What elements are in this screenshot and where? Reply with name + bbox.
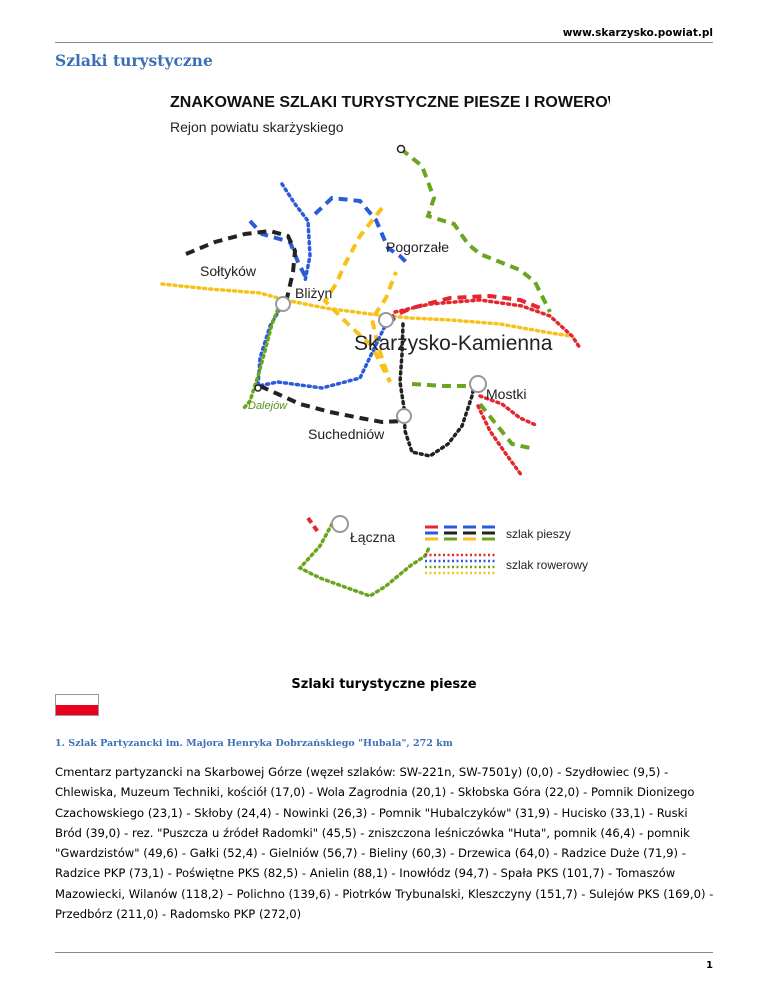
trail-map-graphic bbox=[150, 86, 610, 606]
town-marker-blizyn bbox=[276, 297, 290, 311]
trail-marker-flag bbox=[55, 694, 99, 716]
legend-cycling-swatch bbox=[425, 555, 495, 573]
legend-walking-label: szlak pieszy bbox=[506, 527, 571, 541]
legend-cycling-label: szlak rowerowy bbox=[506, 558, 589, 572]
header-divider bbox=[55, 42, 713, 43]
node-marker-north bbox=[398, 146, 405, 153]
label-suchedniow: Suchedniów bbox=[308, 426, 385, 442]
map-subtitle: Rejon powiatu skarżyskiego bbox=[170, 119, 344, 135]
label-mostki: Mostki bbox=[486, 386, 527, 402]
town-marker-suchedniow bbox=[397, 409, 411, 423]
header-url: www.skarzysko.powiat.pl bbox=[562, 27, 713, 39]
trail-title: 1. Szlak Partyzancki im. Majora Henryka Dobrzańskiego "Hubala", 272 km bbox=[55, 738, 453, 749]
yellow-cycling-route bbox=[162, 284, 570, 336]
label-pogorzale: Pogorzałe bbox=[386, 239, 450, 255]
page-title: Szlaki turystyczne bbox=[55, 51, 213, 70]
town-marker-laczna bbox=[332, 516, 348, 532]
blue-cycling-route-north bbox=[282, 184, 310, 281]
green-walking-route-mostki bbox=[412, 384, 476, 386]
yellow-walking-route bbox=[325, 208, 396, 382]
map-title: ZNAKOWANE SZLAKI TURYSTYCZNE PIESZE I ROWEROWE bbox=[170, 94, 610, 111]
footer-divider bbox=[55, 952, 713, 953]
green-walking-route-north bbox=[401, 149, 550, 312]
blue-walking-route-north bbox=[250, 221, 305, 276]
section-heading: Szlaki turystyczne piesze bbox=[291, 676, 477, 692]
label-laczna: Łączna bbox=[350, 529, 396, 545]
red-walking-route-laczna bbox=[308, 518, 318, 532]
node-marker-dalejow bbox=[255, 385, 261, 391]
label-soltykow: Sołtyków bbox=[200, 263, 257, 279]
label-skarzysko: Skarżysko-Kamienna bbox=[354, 332, 553, 355]
town-marker-mostki bbox=[470, 376, 486, 392]
town-marker-skarzysko bbox=[379, 313, 393, 327]
green-walking-route-southeast bbox=[480, 404, 530, 448]
trail-map bbox=[150, 86, 610, 606]
label-dalejow: Dalejów bbox=[248, 400, 288, 412]
label-blizyn: Bliżyn bbox=[295, 285, 333, 301]
trail-description: Cmentarz partyzancki na Skarbowej Górze (węzeł szlaków: SW-221n, SW-7501y) (0,0) - Szydłowiec (9,5) - Chlewiska, Muzeum Techniki, kościół (17,0) - Wola Zagrodnia (20,1) - Skłobska Góra (22,0) - Pomnik Dionizego Czachowskiego (23,1) - Skłoby (24,4) - Nowinki (26,3) - Pomnik "Hubalczyków" (31,9) - Hucisko (33,1) - Ruski Bród (39,0) - rez. "Puszcza u źródeł Radomki" (45,5) - zniszczona leśniczówka "Huta", pomnik (46,4) - pomnik "Gwardzistów" (49,6) - Gałki (52,4) - Gielniów (56,7) - Bieliny (60,3) - Drzewica (64,0) - Radzice Duże (71,9) - Radzice PKP (73,1) - Poświętne PKS (82,5) - Anielin (88,1) - Inowłódz (94,7) - Spała PKS (101,7) - Tomaszów Mazowiecki, Wilanów (118,2) – Polichno (139,6) - Piotrków Trybunalski, Kleszczyny (151,7) - Sulejów PKS (169,0) - Przedbórz (211,0) - Radomsko PKP (272,0) bbox=[55, 765, 714, 922]
page-number: 1 bbox=[706, 960, 713, 971]
legend-walking-swatch bbox=[425, 527, 495, 539]
